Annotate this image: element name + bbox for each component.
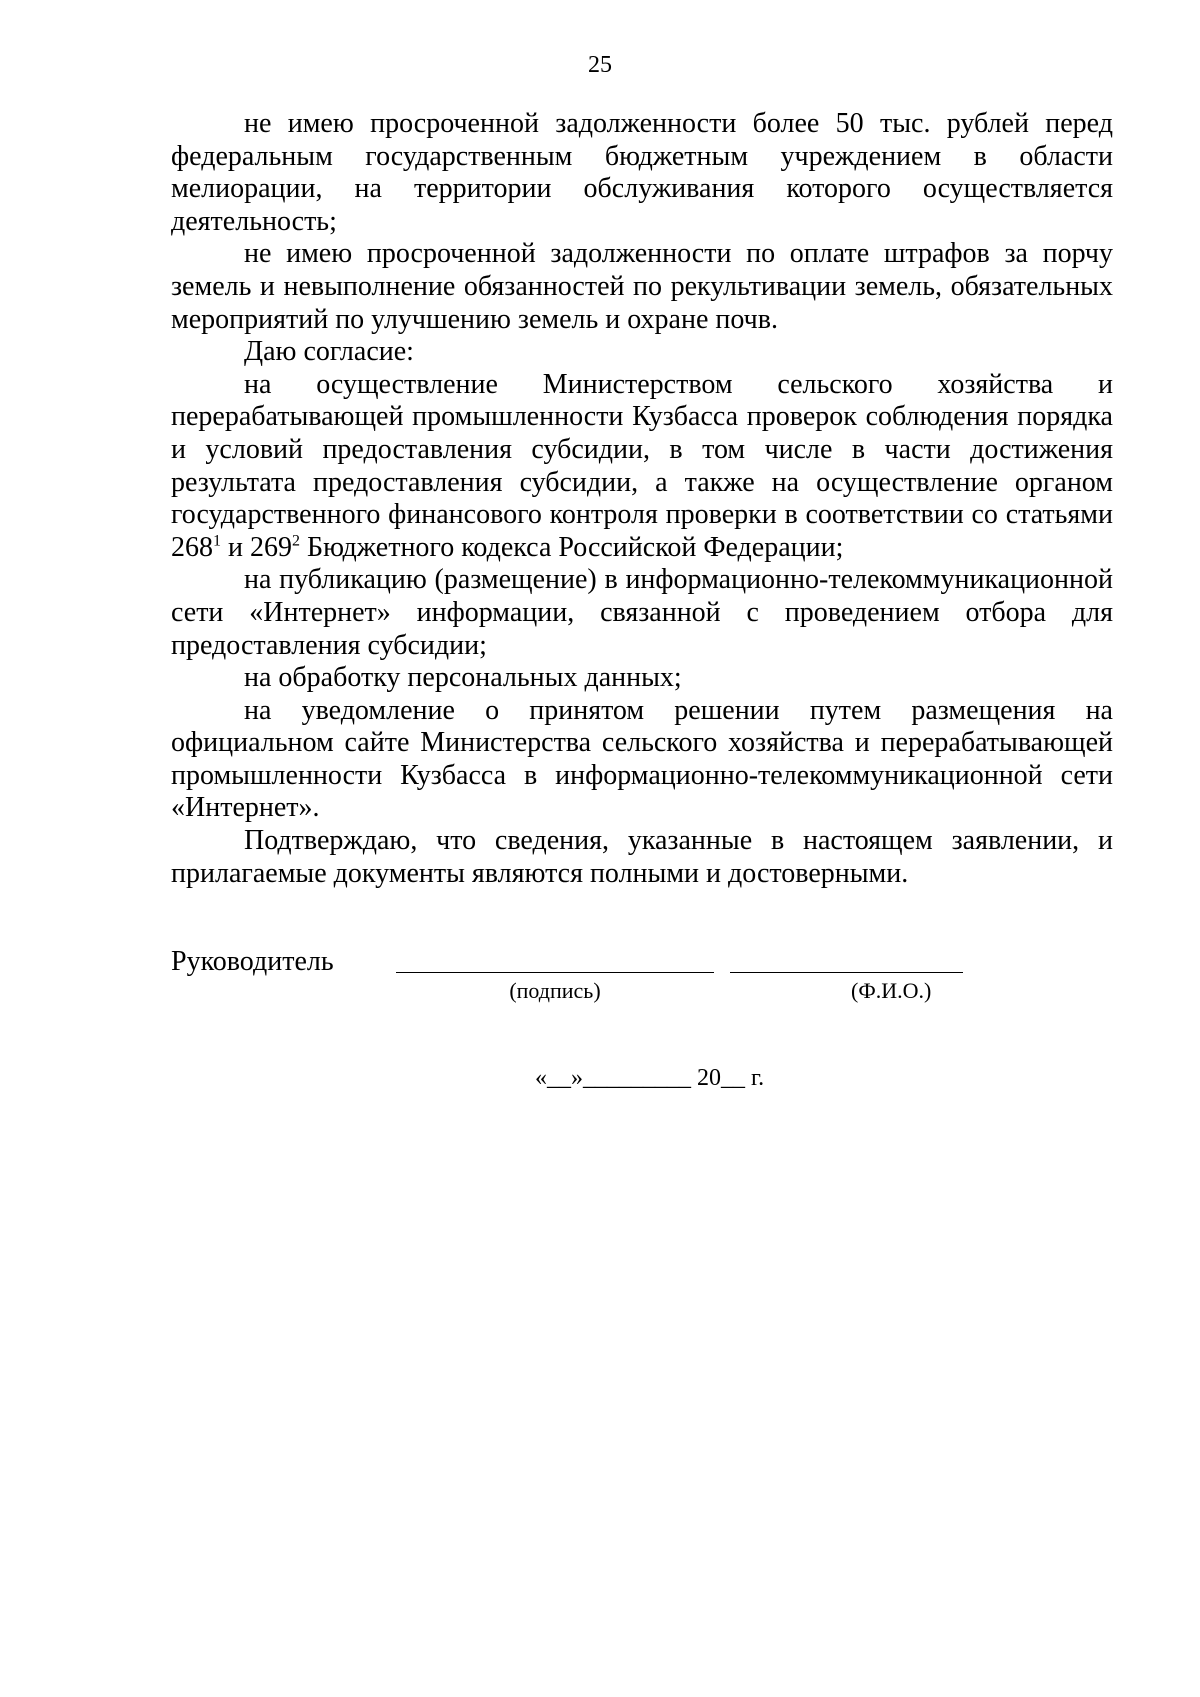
paragraph-consent-publication: на публикацию (размещение) в информационно-телекоммуникационной сети «Интернет» информации, связанной с проведением отбора для предоставления субсидии; [171,564,1113,661]
fio-caption: (Ф.И.О.) [851,978,932,1003]
body-text [171,108,1113,890]
signer-role: Руководитель [171,946,334,977]
paragraph-consent-notification: на уведомление о принятом решении путем размещения на официальном сайте Министерства сельского хозяйства и перерабатывающей промышленности Кузбасса в информационно-телекоммуникационной сети «Интернет». [171,694,1113,824]
footnote-superscript: 2 [291,532,300,550]
paragraph-no-debt-melioration: не имею просроченной задолженности более 50 тыс. рублей перед федеральным государственным бюджетным учреждением в области мелиорации, на территории обслуживания которого осуществляется деятельность; [171,108,1113,237]
fio-line [730,972,963,973]
paragraph-consent-heading: Даю согласие: [244,336,414,368]
paragraph-consent-personal-data: на обработку персональных данных; [244,662,682,694]
signature-caption: (подпись) [509,978,601,1003]
page-number: 25 [588,52,612,78]
paragraph-no-debt-fines: не имею просроченной задолженности по оплате штрафов за порчу земель и невыполнение обязанностей по рекультивации земель, обязательных мероприятий по улучшению земель и охране почв. [171,238,1113,335]
date-line: «__»_________ 20__ г. [535,1065,765,1091]
signature-line [396,972,714,973]
footnote-superscript: 1 [213,532,221,550]
paragraph-confirmation: Подтверждаю, что сведения, указанные в настоящем заявлении, и прилагаемые документы являются полными и достоверными. [171,825,1113,889]
paragraph-consent-inspections: на осуществление Министерством сельского хозяйства и перерабатывающей промышленности Кузбасса проверок соблюдения порядка и условий предоставления субсидии, в том числе в части достижения результата предоставления субсидии, а также на осуществление органом государственного финансового контроля проверки в соответствии со статьями $268^1$ и $269^2$ Бюджетного кодекса Российской Федерации; [171,368,1113,563]
signature-block [171,946,1113,1006]
